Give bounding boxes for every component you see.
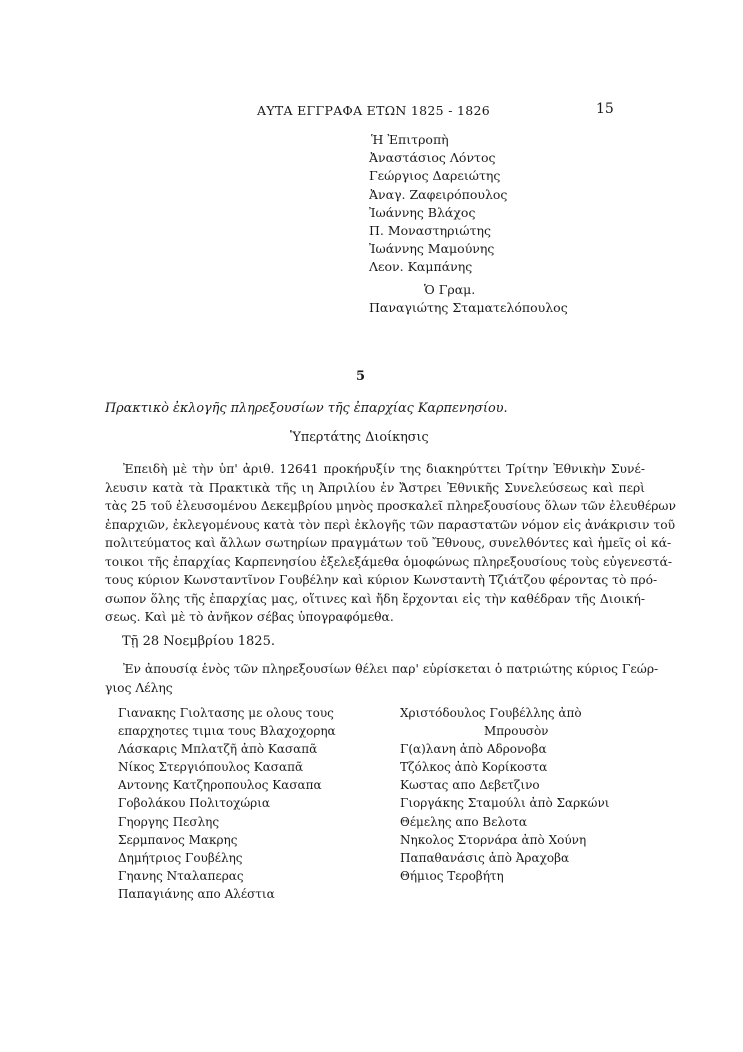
signatory: Χριστόδουλος Γουβέλλης ἀπὸ [400,706,582,720]
document-title: Πρακτικὸ ἐκλογῆς πληρεξουσίων τῆς ἐπαρχίας Καρπενησίου. [105,401,508,416]
signatory: Παπαγιάνης απο Αλέστια [118,886,275,901]
signatory: Γηανης Νταλαπερας [118,868,244,883]
committee-signature-block [369,131,568,317]
signatory: Γοβολάκου Πολιτοχώρια [118,796,271,811]
body-line: σεως. Καὶ μὲ τὸ ἀνῆκον σέβας ὑπογραφόμεθα. [105,610,394,624]
document-date: Τῇ 28 Νοεμβρίου 1825. [122,634,275,649]
signatory: Παπαθανάσις ἀπὸ Ἀραχοβα [400,850,570,865]
body-line: ἐπαρχιῶν, ἐκλεγομένους κατὰ τὸν περὶ ἐκλογῆς τῶν παραστατῶν νόμον εἰς ἀνάκρισιν τοῦ [105,517,676,532]
committee-member: Ἰωάννης Βλάχος [369,204,476,220]
signatory: επαρχηοτες τιμια τους Βλαχοχορηα [118,724,336,739]
signatory: Σερμπανος Μακρης [118,832,238,847]
signatory: Γηοργης Πεσλης [118,814,220,829]
signatory: Νίκος Στεργιόπουλος Κασαπᾶ [118,760,304,775]
body-line: τους κύριον Κωνσταντῖνον Γουβέλην καὶ κύριον Κωνσταντὴ Τζιάτζου φέροντας τὸ πρό- [105,573,658,587]
committee-member: Ἰωάννης Μαμούνης [369,241,495,257]
signatory-continuation: Μπρουσὸν [484,724,549,739]
signatory: Γ(α)λανη ἀπὸ Αδρονοβα [400,742,547,757]
signatory: Θήμιος Τεροβήτη [400,868,504,883]
body-paragraph [105,460,676,627]
signatories-left-column [118,704,336,903]
body-line: πολιτεύματος καὶ ἄλλων σωτηρίων πραγμάτων τοῦ Ἔθνους, συνελθόντες καὶ ἡμεῖς οἱ κά- [105,536,672,550]
committee-heading: Ἡ Ἐπιτροπὴ [371,132,449,147]
signatory: Νηκολος Στορνάρα ἀπὸ Χούνη [400,832,587,847]
body-line: λευσιν κατὰ τὰ Πρακτικὰ τῆς ιη Ἀπριλίου ἐν Ἄστρει Ἐθνικῆς Συνελεύσεως καὶ περὶ [105,480,645,495]
committee-member: Γεώργιος Δαρειώτης [369,168,501,184]
addressee: Ὑπερτάτης Διοίκησις [290,430,429,445]
signatory: Δημήτριος Γουβέλης [118,850,243,865]
absence-note [105,660,659,697]
committee-member: Π. Μοναστηριώτης [369,223,491,239]
body-line: σωπον ὅλης τῆς ἐπαρχίας μας, οἵτινες καὶ ἤδη ἔρχονται εἰς τὴν καθέδραν τῆς Διοική- [105,591,645,606]
committee-member: Ἀναγ. Ζαφειρόπουλος [369,186,508,202]
signatory: Αντονης Κατζηροπουλος Κασαπα [118,778,322,793]
signatory: Κωστας απο Δεβετζινο [400,778,540,793]
body-line: Ἐπειδὴ μὲ τὴν ὑπ' ἀριθ. 12641 προκήρυξίν της διακηρύττει Τρίτην Ἐθνικὴν Συνέ- [123,462,645,476]
page-number: 15 [596,101,614,117]
body-line: τοικοι τῆς ἐπαρχίας Καρπενησίου ἐξελεξάμεθα ὁμοφώνως πληρεξουσίους τοὺς εὐγενεστά- [105,554,673,569]
signatory: Γιοργάκης Σταμούλι ἀπὸ Σαρκώνι [400,796,610,811]
signatory: Τζόλκος ἀπὸ Κορίκοστα [400,760,548,775]
committee-member: Ἀναστάσιος Λόντος [369,150,496,166]
signatory: Θέμελης απο Βελοτα [400,814,528,829]
signatory: Γιανακης Γιολτασης με ολους τους [118,706,334,720]
signatories-right-column [400,704,609,885]
note-line: Ἐν ἀπουσίᾳ ἑνὸς τῶν πληρεξουσίων θέλει παρ' εὑρίσκεται ὁ πατριώτης κύριος Γεώρ- [123,662,659,676]
body-line: τὰς 25 τοῦ ἐλευσομένου Δεκεμβρίου μηνὸς προσκαλεῖ πληρεξουσίους ὅλων τῶν ἐλευθέρων [105,499,676,513]
note-line: γιος Λέλης [105,680,173,695]
signatory: Λάσκαρις Μπλατζῆ ἀπὸ Κασαπᾶ [118,742,318,757]
secretary-name: Παναγιώτης Σταματελόπουλος [369,299,568,315]
committee-member: Λεον. Καμπάνης [369,259,473,275]
secretary-title: Ὁ Γραμ. [424,281,476,297]
running-title: ΑΥΤΑ ΕΓΓΡΑΦΑ ΕΤΩΝ 1825 - 1826 [257,103,491,118]
document-number: 5 [356,369,366,384]
